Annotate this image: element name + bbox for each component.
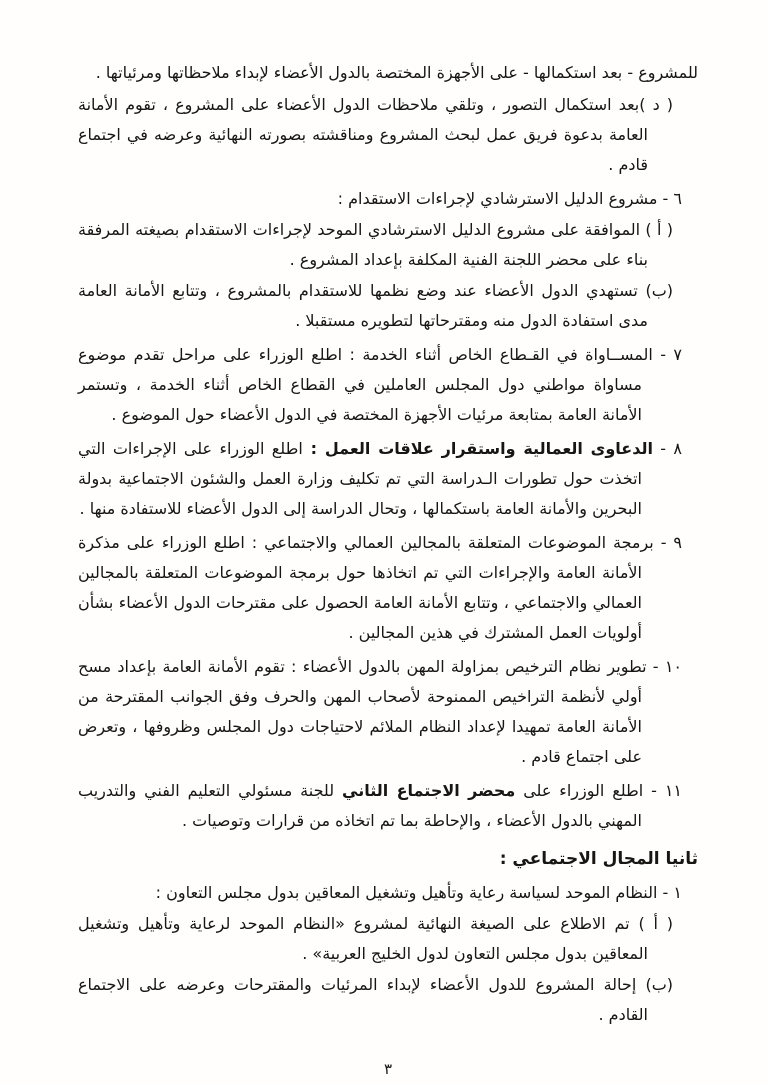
item-number: ٨ - bbox=[652, 439, 682, 458]
continuation-subitem bbox=[78, 90, 698, 180]
subitem-text: إحالة المشروع للدول الأعضاء لإبداء المرئيات والمقترحات وعرضه على الاجتماع القادم . bbox=[78, 975, 648, 1024]
page-number: ٣ bbox=[383, 1060, 393, 1078]
subitem-text: الموافقة على مشروع الدليل الاسترشادي الموحد لإجراءات الاستقدام بصيغته المرفقة بناء على محضر اللجنة الفنية المكلفة بإعداد المشروع . bbox=[78, 220, 648, 269]
item-number: ١ - bbox=[657, 883, 682, 902]
sub-item bbox=[78, 276, 698, 336]
item-number: ١٠ - bbox=[646, 657, 682, 676]
numbered-item bbox=[78, 184, 698, 214]
subitem-marker: ( د ) bbox=[639, 95, 673, 114]
subitem-marker: ( أ ) bbox=[629, 914, 674, 933]
section-heading: ثانيا المجال الاجتماعي : bbox=[499, 849, 698, 869]
sub-item bbox=[78, 970, 698, 1030]
subitem-marker: (ب) bbox=[636, 975, 673, 994]
continuation-paragraph: للمشروع - بعد استكمالها - على الأجهزة المختصة بالدول الأعضاء لإبداء ملاحظاتها ومرئياتها . bbox=[95, 63, 698, 82]
numbered-list-labour-section bbox=[78, 184, 698, 836]
numbered-item bbox=[78, 652, 698, 772]
item-text: تقوم الأمانة العامة بإعداد مسح أولي لأنظمة التراخيص الممنوحة لأصحاب المهن والحرف وفق الجوانب المقترحة من الأمانة العامة تمهيدا لإعداد النظام الملائم لاحتياجات دول المجلس وظروفها ، وتعرض على اجتماع قادم . bbox=[78, 657, 642, 766]
sub-item bbox=[78, 909, 698, 969]
item-text: اطلع الوزراء على مذكرة الأمانة العامة والإجراءات التي تم اتخاذها حول برمجة الموضوعات المتعلقة بالمجالين العمالي والاجتماعي ، وتتابع الأمانة العامة الحصول على مقترحات الدول الأعضاء بشأن أولويات العمل المشترك في هذين المجالين . bbox=[78, 533, 642, 642]
item-text: للجنة مسئولي التعليم الفني والتدريب المهني بالدول الأعضاء ، والإحاطة بما تم اتخاذه من قرارات وتوصيات . bbox=[78, 781, 642, 830]
item-text: اطلع الوزراء على الإجراءات التي اتخذت حول تطورات الـدراسة التي تم تكليف وزارة العمل والشئون الاجتماعية بدولة البحرين والأمانة العامة باستكمالها ، وتحال الدراسة إلى الدول الأعضاء للاستفادة منها . bbox=[78, 439, 642, 518]
item-text: اطلع الوزراء على bbox=[515, 781, 644, 800]
item-text: المســاواة في القـطاع الخاص أثناء الخدمة : bbox=[342, 345, 653, 364]
subitem-text: بعد استكمال التصور ، وتلقي ملاحظات الدول الأعضاء على المشروع ، تقوم الأمانة العامة بدعوة فريق عمل لبحث المشروع ومناقشته بصورته النهائية وعرضه في اجتماع قادم . bbox=[78, 95, 648, 174]
numbered-item bbox=[78, 776, 698, 836]
item-number: ٩ - bbox=[653, 533, 682, 552]
subitem-text: تم الاطلاع على الصيغة النهائية لمشروع «النظام الموحد لرعاية وتأهيل وتشغيل المعاقين بدول مجلس التعاون لدول الخليج العربية» . bbox=[78, 914, 648, 963]
item-text: برمجة الموضوعات المتعلقة بالمجالين العمالي والاجتماعي : bbox=[244, 533, 654, 552]
numbered-item bbox=[78, 878, 698, 908]
item-text: النظام الموحد لسياسة رعاية وتأهيل وتشغيل المعاقين بدول مجلس التعاون : bbox=[155, 883, 658, 902]
subitem-marker: (ب) bbox=[637, 281, 674, 300]
numbered-item bbox=[78, 528, 698, 648]
item-number: ٧ - bbox=[652, 345, 683, 364]
item-text: مشروع الدليل الاسترشادي لإجراءات الاستقدام : bbox=[337, 189, 658, 208]
item-text: محضر الاجتماع الثاني bbox=[342, 781, 516, 800]
subitem-text: تستهدي الدول الأعضاء عند وضع نظمها للاستقدام بالمشروع ، وتتابع الأمانة العامة مدى استفادة الدول منه ومقترحاتها لتطويره مستقبلا . bbox=[78, 281, 648, 330]
item-number: ٦ - bbox=[657, 189, 682, 208]
item-text: تطوير نظام الترخيص بمزاولة المهن بالدول الأعضاء : bbox=[284, 657, 647, 676]
item-number: ١١ - bbox=[643, 781, 682, 800]
numbered-list-social-section bbox=[78, 878, 698, 1030]
item-text: الدعاوى العمالية واستقرار علاقات العمل : bbox=[302, 439, 653, 458]
numbered-item bbox=[78, 434, 698, 524]
item-text: اطلع الوزراء على مراحل تقدم موضوع مساواة مواطني دول المجلس العاملين في القطاع الخاص أثناء الخدمة ، وتستمر الأمانة العامة بمتابعة مرئيات الأجهزة المختصة في الدول الأعضاء حول الموضوع . bbox=[78, 345, 642, 424]
numbered-item bbox=[78, 340, 698, 430]
subitem-marker: ( أ ) bbox=[640, 220, 673, 239]
sub-item bbox=[78, 215, 698, 275]
